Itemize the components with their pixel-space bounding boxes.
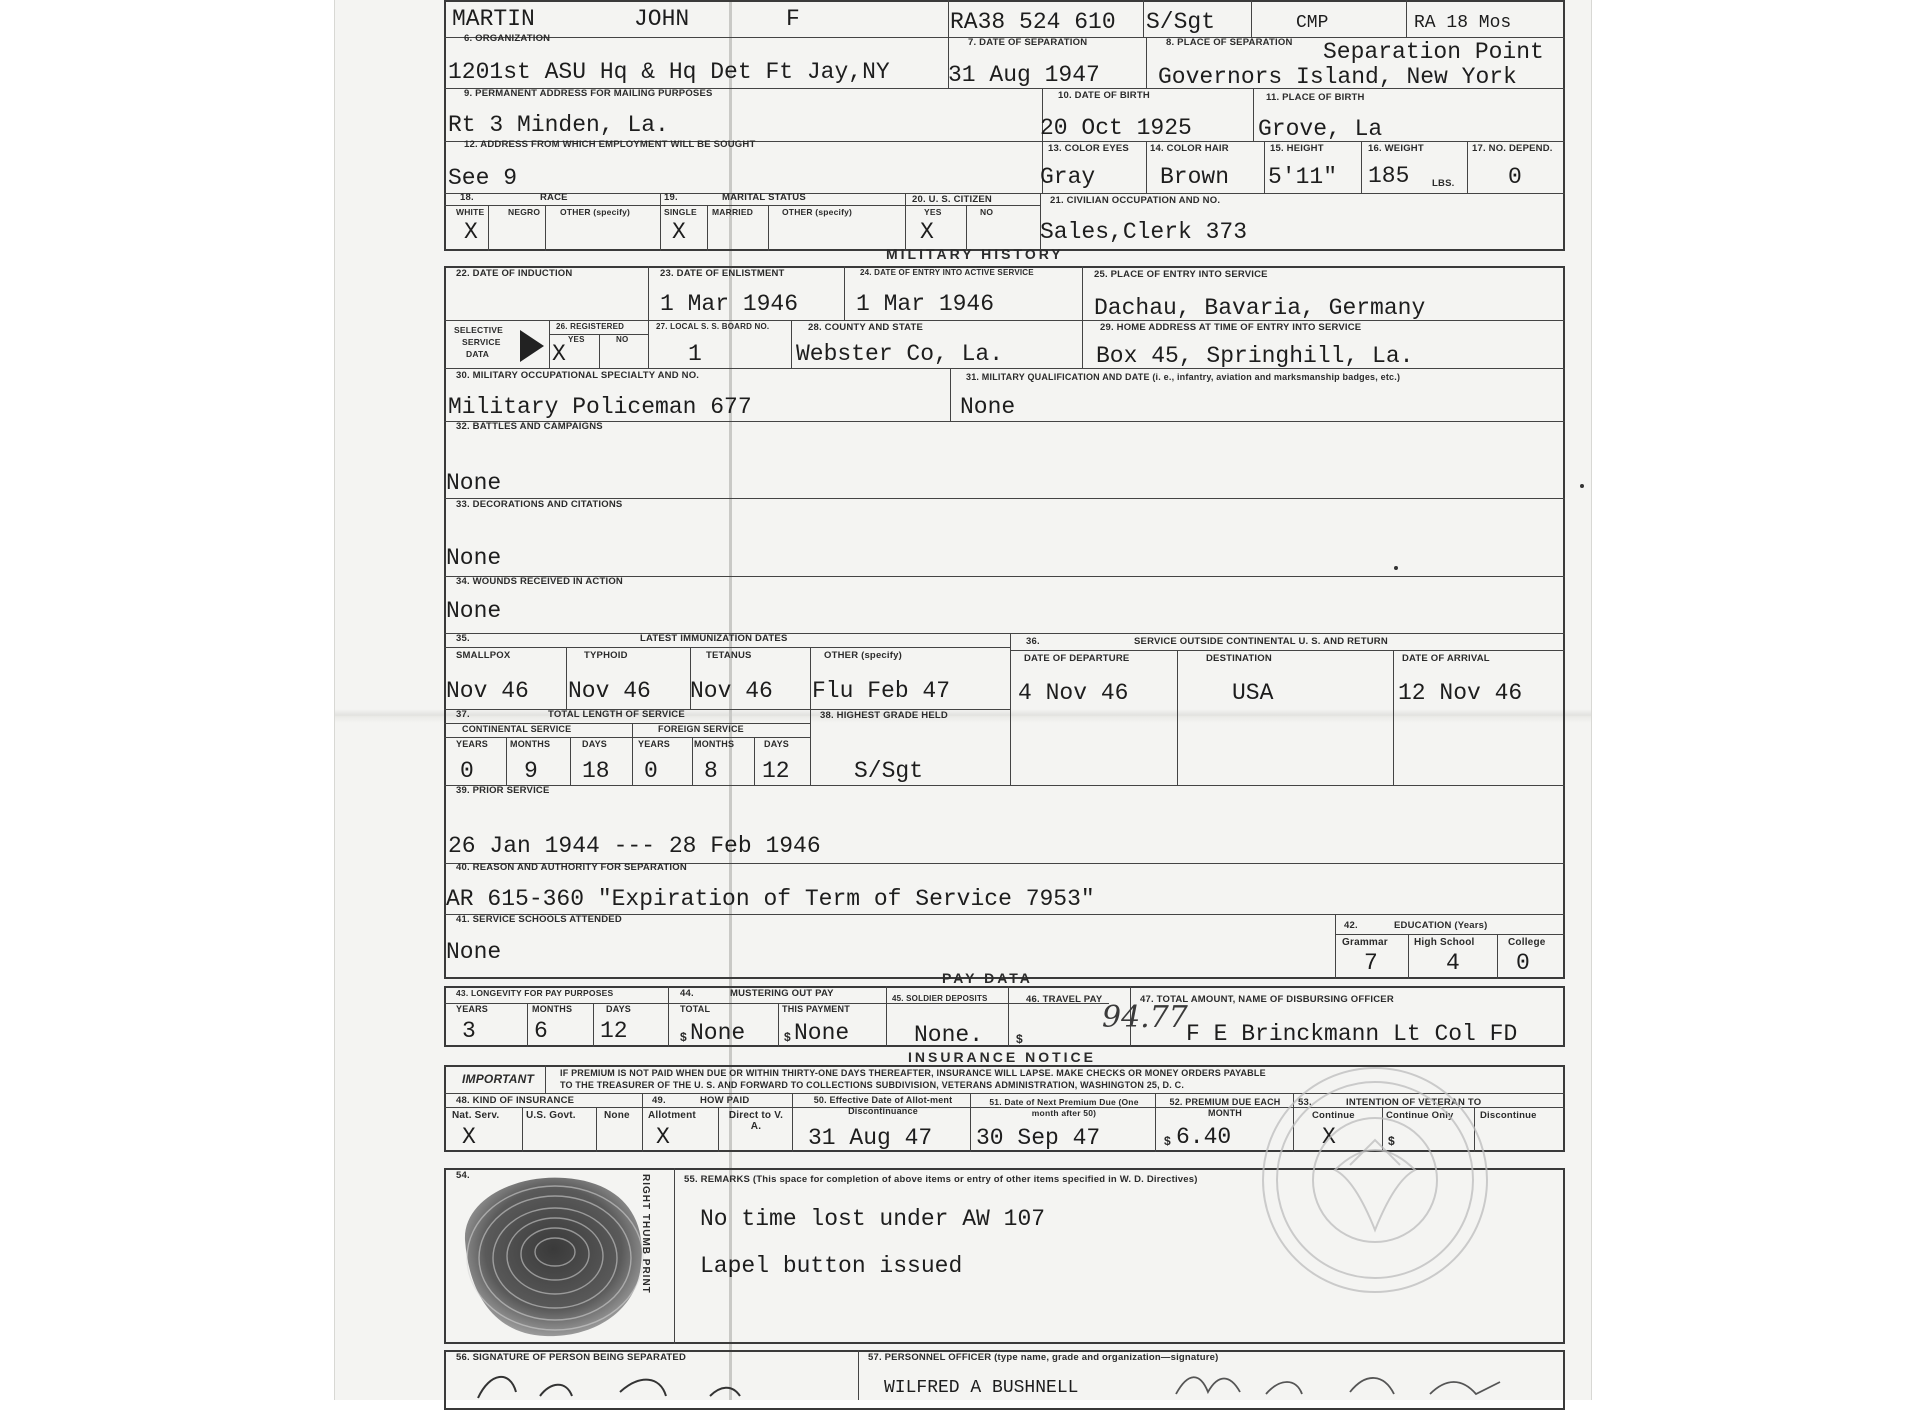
national-archives-seal: [1255, 1060, 1495, 1300]
label-marital-married: MARRIED: [712, 207, 754, 217]
place-of-entry: Dachau, Bavaria, Germany: [1094, 295, 1426, 321]
premium-dollar: $: [1164, 1134, 1171, 1148]
label-height: 15. HEIGHT: [1270, 143, 1324, 154]
registered-yes-mark: X: [552, 341, 566, 367]
color-hair: Brown: [1160, 164, 1230, 190]
label-intention-number: 53.: [1298, 1097, 1312, 1108]
label-place-of-birth: 11. PLACE OF BIRTH: [1266, 92, 1365, 103]
mustering-total-dollar: $: [680, 1030, 687, 1044]
label-cont-months: MONTHS: [510, 739, 551, 749]
insurance-notice-line1: IF PREMIUM IS NOT PAID WHEN DUE OR WITHIN THIRTY-ONE DAYS THEREAFTER, INSURANCE WILL LAPSE. MAKE CHECKS OR MONEY ORDERS PAYABLE: [560, 1068, 1266, 1078]
longevity-days: 12: [600, 1018, 628, 1044]
label-employment-address: 12. ADDRESS FROM WHICH EMPLOYMENT WILL BE SOUGHT: [464, 139, 756, 150]
label-date-of-entry: 24. DATE OF ENTRY INTO ACTIVE SERVICE: [860, 268, 1034, 277]
arm-or-service: CMP: [1296, 13, 1329, 33]
continental-days: 18: [582, 758, 610, 784]
longevity-years: 3: [462, 1018, 476, 1044]
label-how-paid: HOW PAID: [700, 1095, 750, 1106]
label-marital-other: OTHER (specify): [782, 207, 853, 217]
citizen-yes-mark: X: [920, 219, 934, 245]
label-continental-service: CONTINENTAL SERVICE: [462, 724, 572, 734]
label-destination: DESTINATION: [1206, 653, 1272, 664]
employment-address: See 9: [448, 165, 518, 191]
organization: 1201st ASU Hq & Hq Det Ft Jay,NY: [448, 59, 890, 85]
label-race-number: 18.: [460, 192, 474, 203]
weight-unit: LBS.: [1432, 178, 1455, 189]
label-immunization-number: 35.: [456, 633, 470, 644]
continental-years: 0: [460, 758, 474, 784]
place-of-birth: Grove, La: [1258, 116, 1383, 142]
label-reason-separation: 40. REASON AND AUTHORITY FOR SEPARATION: [456, 862, 687, 873]
premium-due: 6.40: [1176, 1124, 1232, 1150]
mustering-total: None: [690, 1020, 746, 1046]
label-marital-status: MARITAL STATUS: [722, 192, 806, 203]
label-typhoid: TYPHOID: [584, 650, 628, 661]
label-next-premium-due: 51. Date of Next Premium Due (One month after 50): [989, 1097, 1139, 1118]
label-selective-data: DATA: [466, 349, 490, 359]
label-race: RACE: [540, 192, 568, 203]
label-total-amount: 47. TOTAL AMOUNT, NAME OF DISBURSING OFFICER: [1140, 994, 1394, 1005]
height: 5'11": [1268, 164, 1338, 190]
local-board-number: 1: [688, 341, 702, 367]
label-selective-service-2: SERVICE: [462, 337, 501, 347]
insurance-nat-serv-mark: X: [462, 1124, 476, 1150]
insurance-notice-heading: INSURANCE NOTICE: [908, 1049, 1097, 1065]
foreign-days: 12: [762, 758, 790, 784]
label-weight: 16. WEIGHT: [1368, 143, 1424, 154]
race-white-mark: X: [464, 219, 478, 245]
label-tetanus: TETANUS: [706, 650, 752, 661]
remarks-line1: No time lost under AW 107: [700, 1206, 1046, 1232]
date-of-arrival: 12 Nov 46: [1398, 680, 1523, 706]
label-race-other: OTHER (specify): [560, 207, 631, 217]
label-registered: 26. REGISTERED: [556, 322, 625, 331]
label-cont-days: DAYS: [582, 739, 607, 749]
home-address-entry: Box 45, Springhill, La.: [1096, 343, 1414, 369]
service-schools: None: [446, 939, 502, 965]
destination: USA: [1232, 680, 1274, 706]
label-for-years: YEARS: [638, 739, 671, 749]
label-color-hair: 14. COLOR HAIR: [1150, 143, 1229, 154]
label-mustering-number: 44.: [680, 988, 694, 999]
label-home-address-entry: 29. HOME ADDRESS AT TIME OF ENTRY INTO SERVICE: [1100, 322, 1362, 333]
decorations: None: [446, 545, 502, 571]
label-date-of-arrival: DATE OF ARRIVAL: [1402, 653, 1490, 664]
label-premium-due: 52. PREMIUM DUE EACH MONTH: [1169, 1097, 1281, 1118]
marital-single-mark: X: [672, 219, 686, 245]
dependents: 0: [1508, 164, 1522, 190]
label-direct-to-va: Direct to V. A.: [728, 1110, 784, 1132]
intention-continue-mark: X: [1322, 1124, 1336, 1150]
label-date-of-separation: 7. DATE OF SEPARATION: [968, 37, 1088, 48]
label-overseas-service: SERVICE OUTSIDE CONTINENTAL U. S. AND RETURN: [1134, 636, 1388, 647]
label-service-schools: 41. SERVICE SCHOOLS ATTENDED: [456, 914, 622, 925]
separated-person-signature: [470, 1362, 830, 1400]
label-length-of-service: TOTAL LENGTH OF SERVICE: [548, 709, 685, 720]
label-allotment: Allotment: [648, 1110, 696, 1121]
label-smallpox: SMALLPOX: [456, 650, 511, 661]
label-effective-date-allotment: 50. Effective Date of Allot-ment Discontinuance: [813, 1095, 953, 1116]
label-date-of-enlistment: 23. DATE OF ENLISTMENT: [660, 268, 785, 279]
disbursing-officer: F E Brinckmann Lt Col FD: [1186, 1021, 1518, 1047]
label-signature-separated: 56. SIGNATURE OF PERSON BEING SEPARATED: [456, 1352, 687, 1363]
other-immunization-date: Flu Feb 47: [812, 678, 951, 704]
last-name: MARTIN: [452, 6, 535, 32]
smallpox-date: Nov 46: [446, 678, 529, 704]
personnel-officer-signature: [1170, 1364, 1550, 1400]
label-longevity-months: MONTHS: [532, 1004, 573, 1014]
label-selective-service: SELECTIVE: [454, 325, 504, 335]
label-continue: Continue: [1312, 1110, 1355, 1121]
pay-data-heading: PAY DATA: [942, 970, 1033, 986]
label-race-white: WHITE: [456, 207, 485, 217]
label-highest-grade: 38. HIGHEST GRADE HELD: [820, 710, 948, 721]
label-college: College: [1508, 937, 1546, 948]
grade: S/Sgt: [1146, 9, 1216, 35]
personnel-officer-name: WILFRED A BUSHNELL: [884, 1378, 1079, 1398]
label-military-qualification: 31. MILITARY QUALIFICATION AND DATE (i. e., infantry, aviation and marksmanship badges, etc.): [966, 372, 1401, 382]
travel-pay-dollar: $: [1016, 1032, 1023, 1046]
battles-campaigns: None: [446, 470, 502, 496]
label-registered-no: NO: [616, 335, 629, 344]
permanent-address: Rt 3 Minden, La.: [448, 112, 669, 138]
wounds: None: [446, 598, 502, 624]
label-dependents: 17. NO. DEPEND.: [1472, 143, 1553, 154]
label-remarks: 55. REMARKS (This space for completion of above items or entry of other items specified in W. D. Directives): [684, 1174, 1198, 1185]
arrow-marker-icon: [520, 330, 544, 362]
date-of-entry: 1 Mar 1946: [856, 291, 995, 317]
label-overseas-number: 36.: [1026, 636, 1040, 647]
label-county-state: 28. COUNTY AND STATE: [808, 322, 924, 333]
label-thumb-number: 54.: [456, 1170, 470, 1181]
military-history-heading: MILITARY HISTORY: [886, 246, 1064, 262]
label-nat-serv: Nat. Serv.: [452, 1110, 500, 1121]
label-color-eyes: 13. COLOR EYES: [1048, 143, 1129, 154]
label-foreign-service: FOREIGN SERVICE: [658, 724, 744, 734]
date-of-departure: 4 Nov 46: [1018, 680, 1129, 706]
label-organization: 6. ORGANIZATION: [464, 33, 551, 44]
label-education-number: 42.: [1344, 920, 1358, 931]
label-decorations: 33. DECORATIONS AND CITATIONS: [456, 499, 623, 510]
prior-service: 26 Jan 1944 --- 28 Feb 1946: [448, 833, 821, 859]
speck: [1580, 484, 1584, 488]
army-serial-number: RA38 524 610: [950, 9, 1116, 35]
label-place-of-entry: 25. PLACE OF ENTRY INTO SERVICE: [1094, 269, 1268, 280]
label-for-days: DAYS: [764, 739, 789, 749]
label-marital-number: 19.: [664, 192, 678, 203]
foreign-years: 0: [644, 758, 658, 784]
county-state: Webster Co, La.: [796, 341, 1004, 367]
label-how-paid-number: 49.: [652, 1095, 666, 1106]
label-grammar: Grammar: [1342, 937, 1388, 948]
label-date-of-departure: DATE OF DEPARTURE: [1024, 653, 1130, 664]
place-of-separation-line1: Separation Point: [1323, 39, 1544, 65]
label-mustering-total: TOTAL: [680, 1004, 711, 1014]
label-mos: 30. MILITARY OCCUPATIONAL SPECIALTY AND NO.: [456, 370, 700, 381]
label-longevity-days: DAYS: [606, 1004, 631, 1014]
label-education: EDUCATION (Years): [1394, 920, 1488, 931]
longevity-months: 6: [534, 1018, 548, 1044]
label-permanent-address: 9. PERMANENT ADDRESS FOR MAILING PURPOSES: [464, 88, 713, 99]
label-insurance-none: None: [604, 1110, 630, 1121]
travel-pay: 94.77: [1102, 1000, 1188, 1035]
label-race-negro: NEGRO: [508, 207, 541, 217]
soldier-deposits: None.: [914, 1022, 984, 1048]
how-paid-allotment-mark: X: [656, 1124, 670, 1150]
mustering-this-payment: None: [794, 1020, 850, 1046]
next-premium-due: 30 Sep 47: [976, 1125, 1101, 1151]
label-local-board: 27. LOCAL S. S. BOARD NO.: [656, 322, 770, 331]
label-longevity: 43. LONGEVITY FOR PAY PURPOSES: [456, 988, 614, 998]
label-us-govt: U.S. Govt.: [526, 1110, 576, 1121]
effective-date-allotment: 31 Aug 47: [808, 1125, 933, 1151]
label-right-thumb-print: RIGHT THUMB PRINT: [640, 1174, 651, 1294]
label-length-number: 37.: [456, 709, 470, 720]
label-discontinue: Discontinue: [1480, 1110, 1537, 1121]
speck: [1394, 566, 1398, 570]
tetanus-date: Nov 46: [690, 678, 773, 704]
date-of-enlistment: 1 Mar 1946: [660, 291, 799, 317]
label-date-of-induction: 22. DATE OF INDUCTION: [456, 268, 573, 279]
thumbprint-image: [455, 1170, 652, 1342]
label-prior-service: 39. PRIOR SERVICE: [456, 785, 550, 796]
label-continue-only: Continue Only: [1386, 1110, 1454, 1121]
label-high-school: High School: [1414, 937, 1475, 948]
date-of-birth: 20 Oct 1925: [1040, 115, 1192, 141]
label-wounds: 34. WOUNDS RECEIVED IN ACTION: [456, 576, 623, 587]
civilian-occupation: Sales,Clerk 373: [1040, 219, 1248, 245]
label-mustering-this: THIS PAYMENT: [782, 1004, 850, 1014]
label-travel-pay: 46. TRAVEL PAY: [1026, 994, 1103, 1005]
date-of-separation: 31 Aug 1947: [948, 62, 1100, 88]
continental-months: 9: [524, 758, 538, 784]
mos: Military Policeman 677: [448, 394, 752, 420]
label-cont-years: YEARS: [456, 739, 489, 749]
reason-separation: AR 615-360 "Expiration of Term of Service 7953": [446, 886, 1095, 912]
continue-only-dollar: $: [1388, 1134, 1395, 1148]
label-other-immunization: OTHER (specify): [824, 650, 902, 661]
middle-initial: F: [786, 6, 800, 32]
label-immunization: LATEST IMMUNIZATION DATES: [640, 633, 788, 644]
label-citizen-no: NO: [980, 207, 994, 217]
place-of-separation-line2: Governors Island, New York: [1158, 64, 1517, 90]
color-eyes: Gray: [1040, 164, 1096, 190]
label-marital-single: SINGLE: [664, 207, 697, 217]
label-battles-campaigns: 32. BATTLES AND CAMPAIGNS: [456, 421, 603, 432]
label-us-citizen: 20. U. S. CITIZEN: [912, 194, 992, 205]
label-longevity-years: YEARS: [456, 1004, 489, 1014]
education-college: 0: [1516, 950, 1530, 976]
weight: 185: [1368, 163, 1410, 189]
highest-grade: S/Sgt: [854, 758, 924, 784]
military-qualification: None: [960, 394, 1016, 420]
typhoid-date: Nov 46: [568, 678, 651, 704]
important-label: IMPORTANT: [462, 1072, 535, 1086]
label-date-of-birth: 10. DATE OF BIRTH: [1058, 90, 1150, 101]
foreign-months: 8: [704, 758, 718, 784]
label-citizen-yes: YES: [924, 207, 942, 217]
first-name: JOHN: [634, 6, 690, 32]
label-civilian-occupation: 21. CIVILIAN OCCUPATION AND NO.: [1050, 195, 1221, 206]
insurance-notice-line2: TO THE TREASURER OF THE U. S. AND FORWARD TO COLLECTIONS SUBDIVISION, VETERANS ADMINISTRATION, WASHINGTON 25, D. C.: [560, 1080, 1185, 1090]
label-place-of-separation: 8. PLACE OF SEPARATION: [1166, 37, 1293, 48]
label-soldier-deposits: 45. SOLDIER DEPOSITS: [892, 994, 988, 1003]
label-registered-yes: YES: [568, 335, 585, 344]
component: RA 18 Mos: [1414, 13, 1512, 33]
label-mustering-out-pay: MUSTERING OUT PAY: [730, 988, 834, 999]
label-personnel-officer: 57. PERSONNEL OFFICER (type name, grade and organization—signature): [868, 1352, 1219, 1363]
label-intention-of-veteran: INTENTION OF VETERAN TO: [1346, 1097, 1482, 1108]
remarks-line2: Lapel button issued: [700, 1253, 963, 1279]
mustering-this-dollar: $: [784, 1030, 791, 1044]
label-for-months: MONTHS: [694, 739, 735, 749]
label-kind-of-insurance: 48. KIND OF INSURANCE: [456, 1095, 575, 1106]
education-grammar: 7: [1364, 950, 1378, 976]
education-high-school: 4: [1446, 950, 1460, 976]
